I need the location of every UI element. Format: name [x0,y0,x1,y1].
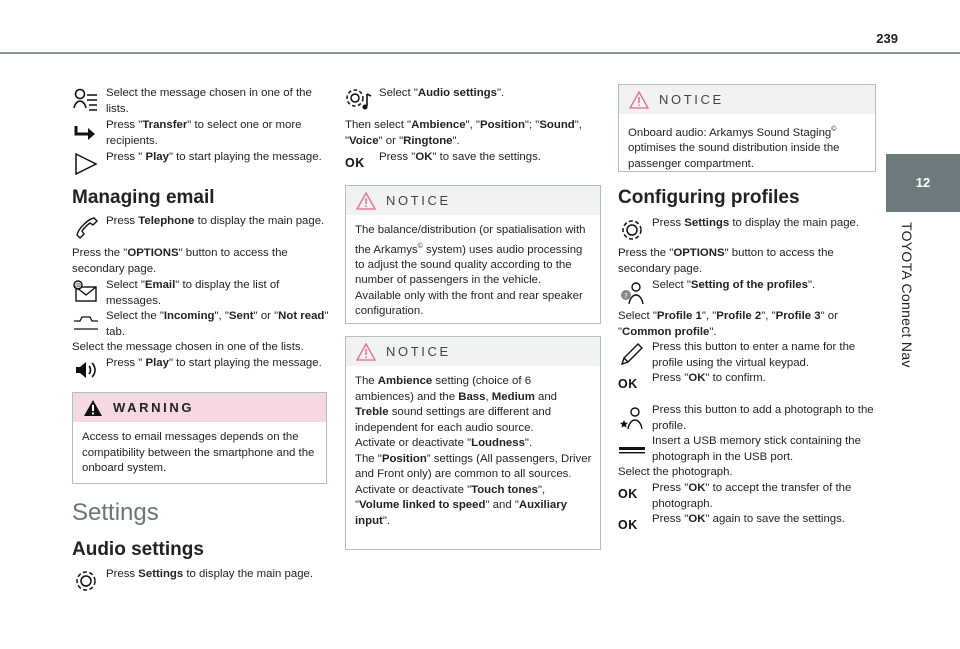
warning-box [72,392,327,484]
list-item [618,278,880,306]
notice-title: NOTICE [659,92,724,107]
paragraph: Select the photograph. [618,466,733,478]
section-heading-managing-email: Managing email [72,187,215,208]
notice-box [618,84,876,172]
tabs-icon [72,309,100,337]
item-text: Select "Email" to display the list of messages. [106,279,280,307]
item-text: Insert a USB memory stick containing the photograph in the USB port. [652,435,861,463]
list-item [72,356,332,388]
list-item [618,371,880,399]
page-number: 239 [876,31,898,46]
item-text: Select the "Incoming", "Sent" or "Not read" tab. [106,310,329,338]
transfer-icon [72,118,100,146]
warning-triangle-icon [83,399,103,417]
ok-icon: OK [618,377,638,391]
paragraph: Then select "Ambience", "Position"; "Sound", "Voice" or "Ringtone". [345,119,582,147]
item-text: Press Telephone to display the main page. [106,215,325,227]
gear-icon [72,567,100,595]
notice-triangle-icon [356,192,376,210]
telephone-icon [72,214,100,242]
notice-text: The balance/distribution (or spatialisation with the Arkamys© system) uses audio processing to adjust the sound quality according to the number of passengers in the vehicle. Available only with the front and rear speaker configuration. [355,224,586,318]
usb-stick-icon [618,434,646,462]
profile-settings-icon [618,278,646,306]
list-item [72,86,332,118]
item-text: Press "OK" to accept the transfer of the photograph. [652,482,852,510]
contact-list-icon [72,86,100,114]
item-text: Select "Audio settings". [379,87,505,99]
notice-triangle-icon [629,91,649,109]
item-text: Press "Transfer" to select one or more recipients. [106,119,302,147]
notice-text: Onboard audio: Arkamys Sound Staging© optimises the sound distribution inside the passenger compartment. [628,126,840,170]
notice-box [345,185,601,324]
list-item [618,403,880,435]
audio-settings-icon [345,86,373,114]
paragraph: Select the message chosen in one of the lists. [72,341,304,353]
list-item [72,214,332,246]
list-item [618,216,880,244]
item-text: Press "OK" again to save the settings. [652,513,845,525]
item-text: Press "OK" to save the settings. [379,151,541,163]
ok-icon: OK [618,518,638,532]
header-rule [0,52,960,54]
item-text: Press this button to add a photograph to the profile. [652,404,874,432]
ok-icon: OK [345,156,365,170]
chapter-label-text: TOYOTA Connect Nav [899,222,915,368]
item-text: Press this button to enter a name for the profile using the virtual keypad. [652,341,856,369]
svg-text:@: @ [75,282,81,290]
item-text: Select the message chosen in one of the lists. [106,87,312,115]
paragraph: Select "Profile 1", "Profile 2", "Profile 3" or "Common profile". [618,310,838,338]
list-item [72,309,332,341]
list-item [72,278,332,310]
paragraph: Press the "OPTIONS" button to access the secondary page. [618,247,834,275]
item-text: Press Settings to display the main page. [652,217,860,229]
notice-text: The Ambience setting (choice of 6 ambiences) and the Bass, Medium and Treble sound settings are different and independent for each audio source. Activate or deactivate "Loudness". The "Position” settings (All passengers, Driver and Front only) are common to all sources. Activate or deactivate "Touch tones", "Volume linked to speed" and "Auxiliary input". [355,375,592,527]
notice-box [345,336,601,550]
pencil-icon [618,340,646,368]
item-text: Press "OK" to confirm. [652,372,766,384]
item-text: Press " Play" to start playing the message. [106,151,322,163]
paragraph: Press the "OPTIONS" button to access the secondary page. [72,247,288,275]
settings-heading: Settings [72,499,159,526]
item-text: Select "Setting of the profiles". [652,279,816,291]
list-item [72,118,332,150]
ok-icon: OK [618,487,638,501]
email-icon [72,278,100,306]
list-item [618,434,880,466]
svg-text:?: ? [624,292,628,300]
gear-icon [618,216,646,244]
item-text: Press " Play" to start playing the message. [106,357,322,369]
notice-title: NOTICE [386,193,451,208]
notice-triangle-icon [356,343,376,361]
list-item [618,481,880,513]
warning-text: Access to email messages depends on the compatibility between the smartphone and the onboard system. [82,431,315,474]
section-heading-configuring-profiles: Configuring profiles [618,187,800,208]
list-item [345,86,605,114]
list-item [72,567,332,595]
chapter-label [897,222,917,592]
section-heading-audio-settings: Audio settings [72,539,204,560]
list-item [618,512,880,540]
item-text: Press Settings to display the main page. [106,568,314,580]
warning-title: WARNING [113,400,195,415]
play-icon [72,150,100,178]
list-item [618,340,880,372]
notice-title: NOTICE [386,344,451,359]
speaker-play-icon [72,356,100,384]
add-photo-icon [618,403,646,431]
list-item [345,150,605,178]
list-item [72,150,332,182]
chapter-tab[interactable]: 12 [886,154,960,212]
